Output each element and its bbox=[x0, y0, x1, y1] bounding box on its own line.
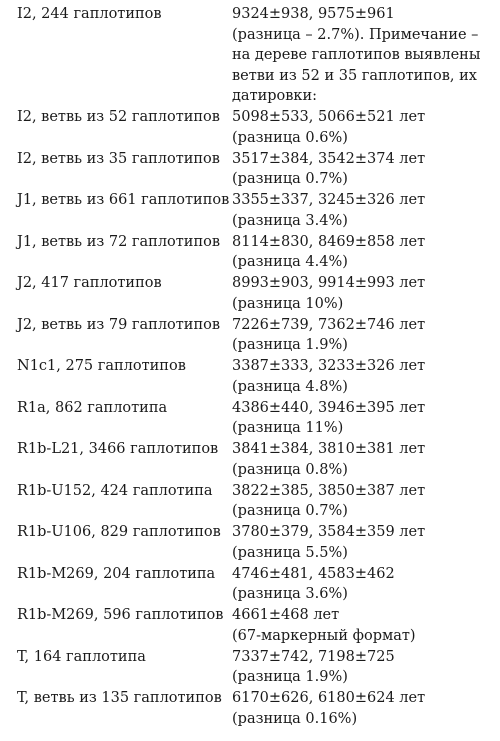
dating-value bbox=[232, 149, 495, 190]
dating-line: 3822±385, 3850±387 лет bbox=[232, 482, 426, 499]
table-row bbox=[17, 688, 495, 729]
dating-line: 8993±903, 9914±993 лет bbox=[232, 275, 426, 291]
haplogroup-label: T, 164 гаплотипа bbox=[17, 648, 146, 665]
dating-value bbox=[232, 481, 495, 522]
haplogroup-label: J2, ветвь из 79 гаплотипов bbox=[17, 316, 221, 333]
dating-line: (разница 4.8%) bbox=[232, 378, 348, 395]
dating-value bbox=[232, 356, 495, 397]
dating-line: 3841±384, 3810±381 лет bbox=[232, 441, 426, 457]
table-row bbox=[17, 4, 495, 107]
table-row bbox=[17, 190, 495, 231]
dating-value bbox=[232, 107, 495, 148]
table-row bbox=[17, 481, 495, 522]
dating-line: датировки: bbox=[232, 88, 318, 104]
dating-value bbox=[232, 398, 495, 439]
dating-line: 6170±626, 6180±624 лет bbox=[232, 690, 426, 706]
haplogroup-label: R1b-L21, 3466 гаплотипов bbox=[17, 441, 219, 457]
table-row bbox=[17, 564, 495, 605]
haplogroup-label: N1c1, 275 гаплотипов bbox=[17, 358, 186, 374]
dating-line: (разница 1.9%) bbox=[232, 669, 348, 685]
dating-line: (67-маркерный формат) bbox=[232, 627, 416, 644]
dating-line: на дереве гаплотипов выявлены bbox=[232, 47, 481, 63]
haplogroup-label: J1, ветвь из 661 гаплотипов bbox=[17, 192, 230, 208]
dating-line: 8114±830, 8469±858 лет bbox=[232, 233, 426, 250]
dating-line: (разница 3.6%) bbox=[232, 586, 348, 602]
dating-line: 3387±333, 3233±326 лет bbox=[232, 358, 426, 374]
dating-line: (разница 10%) bbox=[232, 295, 344, 312]
dating-line: (разница 1.9%) bbox=[232, 337, 348, 353]
dating-line: (разница 0.7%) bbox=[232, 171, 348, 187]
dating-value bbox=[232, 4, 495, 107]
dating-line: 3355±337, 3245±326 лет bbox=[232, 192, 426, 208]
dating-line: (разница 11%) bbox=[232, 420, 344, 436]
haplogroup-label: I2, ветвь из 35 гаплотипов bbox=[17, 150, 220, 167]
haplogroup-label: T, ветвь из 135 гаплотипов bbox=[17, 690, 222, 706]
dating-line: 3780±379, 3584±359 лет bbox=[232, 524, 426, 540]
dating-line: ветви из 52 и 35 гаплотипов, их bbox=[232, 67, 477, 84]
dating-line: (разница 4.4%) bbox=[232, 254, 348, 270]
table-row bbox=[17, 273, 495, 314]
haplotype-dating-table bbox=[17, 4, 495, 729]
table-row bbox=[17, 149, 495, 190]
dating-line: 3517±384, 3542±374 лет bbox=[232, 150, 426, 167]
dating-value bbox=[232, 647, 495, 688]
dating-line: 4661±468 лет bbox=[232, 607, 340, 623]
haplogroup-label: J1, ветвь из 72 гаплотипов bbox=[17, 233, 221, 250]
dating-line: (разница 3.4%) bbox=[232, 212, 348, 229]
dating-line: 4386±440, 3946±395 лет bbox=[232, 399, 426, 416]
dating-line: (разница 0.7%) bbox=[232, 503, 348, 519]
dating-value bbox=[232, 439, 495, 480]
table-row bbox=[17, 107, 495, 148]
table-row bbox=[17, 315, 495, 356]
dating-line: 5098±533, 5066±521 лет bbox=[232, 109, 426, 125]
dating-line: (разница 0.16%) bbox=[232, 710, 358, 727]
haplogroup-label: I2, ветвь из 52 гаплотипов bbox=[17, 109, 220, 125]
dating-line: 7337±742, 7198±725 bbox=[232, 648, 395, 665]
dating-line: (разница 5.5%) bbox=[232, 544, 348, 561]
haplogroup-label: R1b-M269, 596 гаплотипов bbox=[17, 607, 224, 623]
haplogroup-label: I2, 244 гаплотипов bbox=[17, 6, 162, 22]
haplogroup-label: R1a, 862 гаплотипа bbox=[17, 399, 168, 416]
dating-line: (разница 0.6%) bbox=[232, 129, 348, 146]
dating-value bbox=[232, 522, 495, 563]
table-row bbox=[17, 605, 495, 646]
dating-line: 4746±481, 4583±462 bbox=[232, 565, 395, 582]
dating-value bbox=[232, 273, 495, 314]
table-row bbox=[17, 647, 495, 688]
dating-value bbox=[232, 688, 495, 729]
dating-line: 9324±938, 9575±961 bbox=[232, 6, 395, 22]
dating-line: (разница 0.8%) bbox=[232, 461, 348, 478]
dating-value bbox=[232, 605, 495, 646]
table-row bbox=[17, 439, 495, 480]
haplogroup-label: R1b-M269, 204 гаплотипа bbox=[17, 565, 216, 582]
haplogroup-label: R1b-U152, 424 гаплотипа bbox=[17, 482, 213, 499]
table-row bbox=[17, 522, 495, 563]
dating-line: (разница – 2.7%). Примечание – bbox=[232, 26, 479, 43]
haplogroup-label: J2, 417 гаплотипов bbox=[17, 275, 162, 291]
table-row bbox=[17, 398, 495, 439]
table-row bbox=[17, 232, 495, 273]
dating-value bbox=[232, 232, 495, 273]
dating-value bbox=[232, 190, 495, 231]
table-row bbox=[17, 356, 495, 397]
dating-line: 7226±739, 7362±746 лет bbox=[232, 316, 426, 333]
haplogroup-label: R1b-U106, 829 гаплотипов bbox=[17, 524, 221, 540]
dating-value bbox=[232, 564, 495, 605]
dating-value bbox=[232, 315, 495, 356]
